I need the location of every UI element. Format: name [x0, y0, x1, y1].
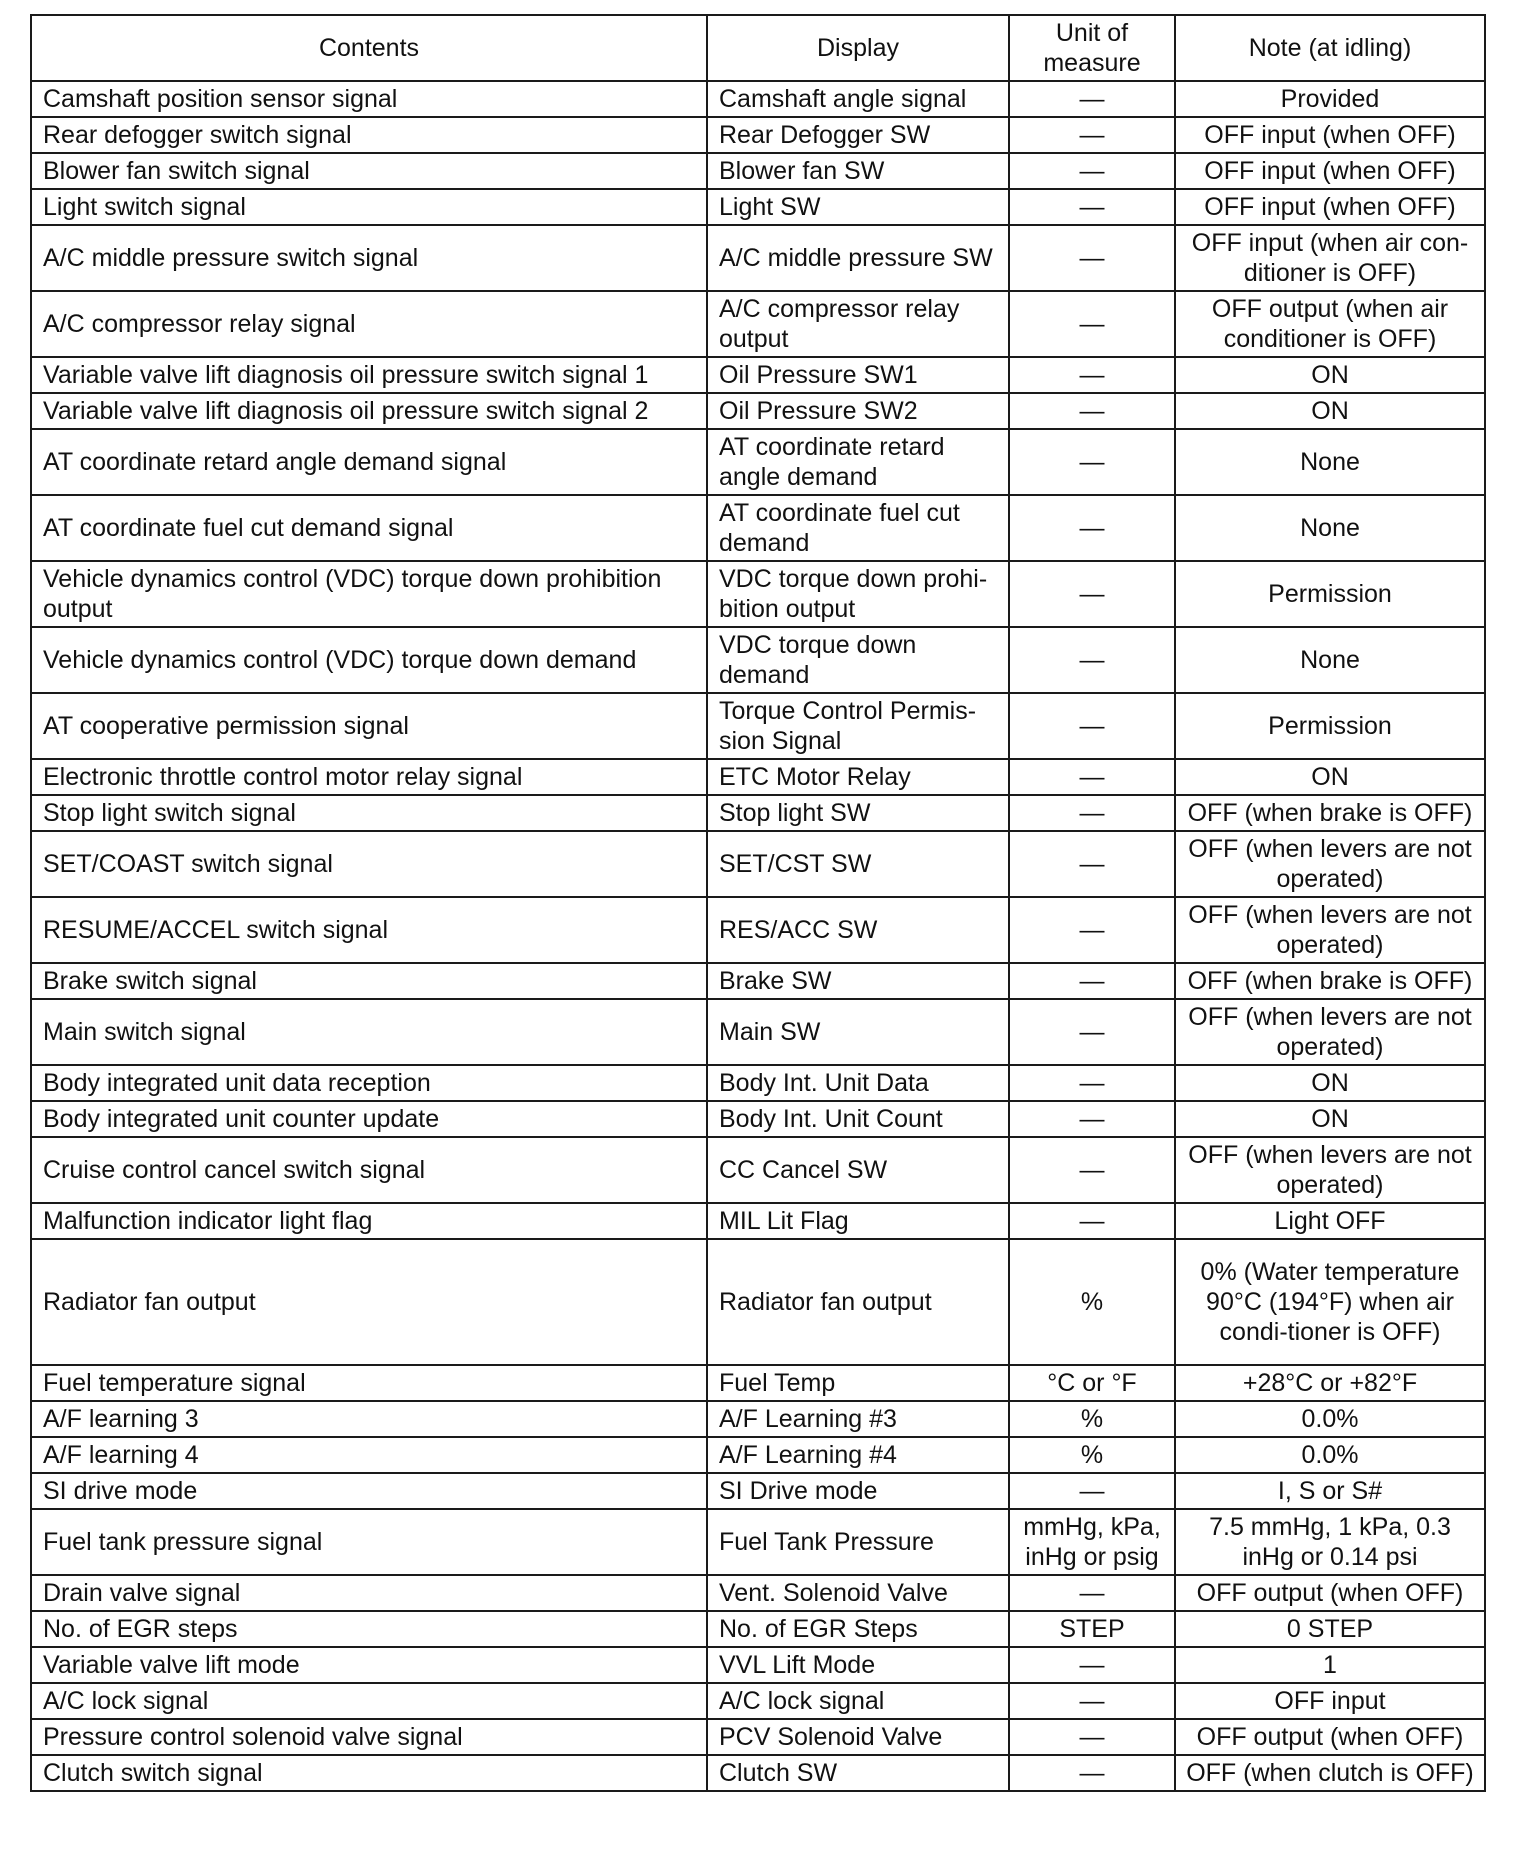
cell-note: ON — [1175, 393, 1485, 429]
cell-contents: Body integrated unit data reception — [31, 1065, 707, 1101]
header-unit-line1: Unit of — [1055, 19, 1129, 47]
cell-contents: Drain valve signal — [31, 1575, 707, 1611]
cell-note: Provided — [1175, 81, 1485, 117]
cell-display: A/C lock signal — [707, 1683, 1009, 1719]
cell-display: A/F Learning #3 — [707, 1401, 1009, 1437]
cell-display: RES/ACC SW — [707, 897, 1009, 963]
table-row — [31, 117, 1485, 153]
cell-contents: AT coordinate retard angle demand signal — [31, 429, 707, 495]
cell-unit: — — [1009, 627, 1175, 693]
cell-note: Permission — [1175, 561, 1485, 627]
table-row — [31, 1647, 1485, 1683]
cell-display: SET/CST SW — [707, 831, 1009, 897]
cell-contents: SET/COAST switch signal — [31, 831, 707, 897]
table-row — [31, 1473, 1485, 1509]
table-body — [31, 81, 1485, 1791]
cell-display: Oil Pressure SW2 — [707, 393, 1009, 429]
cell-unit: mmHg, kPa, inHg or psig — [1009, 1509, 1175, 1575]
cell-note: 0.0% — [1175, 1401, 1485, 1437]
header-contents: Contents — [31, 15, 707, 81]
cell-note: I, S or S# — [1175, 1473, 1485, 1509]
cell-display: Radiator fan output — [707, 1239, 1009, 1365]
cell-note: 1 — [1175, 1647, 1485, 1683]
cell-display: Fuel Temp — [707, 1365, 1009, 1401]
header-note: Note (at idling) — [1175, 15, 1485, 81]
cell-contents: Variable valve lift mode — [31, 1647, 707, 1683]
cell-contents: Stop light switch signal — [31, 795, 707, 831]
cell-unit: — — [1009, 429, 1175, 495]
cell-contents: AT cooperative permission signal — [31, 693, 707, 759]
cell-contents: Fuel temperature signal — [31, 1365, 707, 1401]
cell-note: None — [1175, 627, 1485, 693]
cell-contents: RESUME/ACCEL switch signal — [31, 897, 707, 963]
cell-note: OFF (when levers are not operated) — [1175, 831, 1485, 897]
cell-display: No. of EGR Steps — [707, 1611, 1009, 1647]
cell-contents: AT coordinate fuel cut demand signal — [31, 495, 707, 561]
cell-display: Rear Defogger SW — [707, 117, 1009, 153]
cell-contents: A/F learning 4 — [31, 1437, 707, 1473]
cell-note: ON — [1175, 1101, 1485, 1137]
cell-note: OFF (when brake is OFF) — [1175, 963, 1485, 999]
cell-contents: Variable valve lift diagnosis oil pressure switch signal 2 — [31, 393, 707, 429]
table-row — [31, 1203, 1485, 1239]
cell-note: 0 STEP — [1175, 1611, 1485, 1647]
cell-contents: A/C lock signal — [31, 1683, 707, 1719]
cell-display: Body Int. Unit Data — [707, 1065, 1009, 1101]
table-row — [31, 1239, 1485, 1365]
cell-unit: — — [1009, 1755, 1175, 1791]
cell-note: None — [1175, 429, 1485, 495]
cell-display: Body Int. Unit Count — [707, 1101, 1009, 1137]
cell-display: A/F Learning #4 — [707, 1437, 1009, 1473]
table-row — [31, 1365, 1485, 1401]
cell-contents: A/C middle pressure switch signal — [31, 225, 707, 291]
cell-note: OFF output (when air conditioner is OFF) — [1175, 291, 1485, 357]
cell-unit: — — [1009, 153, 1175, 189]
table-header-row — [31, 15, 1485, 81]
table-row — [31, 1101, 1485, 1137]
cell-display: Vent. Solenoid Valve — [707, 1575, 1009, 1611]
table-row — [31, 627, 1485, 693]
cell-unit: % — [1009, 1401, 1175, 1437]
cell-contents: Cruise control cancel switch signal — [31, 1137, 707, 1203]
cell-note: ON — [1175, 759, 1485, 795]
cell-unit: — — [1009, 1683, 1175, 1719]
cell-contents: Vehicle dynamics control (VDC) torque down prohibition output — [31, 561, 707, 627]
cell-contents: Fuel tank pressure signal — [31, 1509, 707, 1575]
cell-note: OFF (when brake is OFF) — [1175, 795, 1485, 831]
cell-note: ON — [1175, 357, 1485, 393]
cell-note: OFF (when levers are not operated) — [1175, 999, 1485, 1065]
table-row — [31, 561, 1485, 627]
cell-note: OFF output (when OFF) — [1175, 1719, 1485, 1755]
table-row — [31, 291, 1485, 357]
cell-unit: — — [1009, 495, 1175, 561]
cell-contents: A/C compressor relay signal — [31, 291, 707, 357]
table-row — [31, 1575, 1485, 1611]
cell-note: OFF input (when air con-ditioner is OFF) — [1175, 225, 1485, 291]
table-row — [31, 963, 1485, 999]
cell-display: Camshaft angle signal — [707, 81, 1009, 117]
cell-unit: STEP — [1009, 1611, 1175, 1647]
cell-note: OFF input (when OFF) — [1175, 117, 1485, 153]
cell-contents: No. of EGR steps — [31, 1611, 707, 1647]
cell-display: Main SW — [707, 999, 1009, 1065]
table-row — [31, 1755, 1485, 1791]
table-row — [31, 1683, 1485, 1719]
cell-display: Clutch SW — [707, 1755, 1009, 1791]
cell-note: OFF output (when OFF) — [1175, 1575, 1485, 1611]
cell-unit: — — [1009, 795, 1175, 831]
table-row — [31, 999, 1485, 1065]
table-row — [31, 795, 1485, 831]
cell-contents: Blower fan switch signal — [31, 153, 707, 189]
cell-display: Brake SW — [707, 963, 1009, 999]
table-row — [31, 1509, 1485, 1575]
cell-note: OFF input (when OFF) — [1175, 189, 1485, 225]
cell-unit: — — [1009, 1647, 1175, 1683]
cell-display: Torque Control Permis-sion Signal — [707, 693, 1009, 759]
cell-unit: — — [1009, 1137, 1175, 1203]
table-row — [31, 1437, 1485, 1473]
cell-contents: Pressure control solenoid valve signal — [31, 1719, 707, 1755]
table-row — [31, 357, 1485, 393]
cell-note: OFF (when clutch is OFF) — [1175, 1755, 1485, 1791]
cell-unit: — — [1009, 357, 1175, 393]
cell-unit: — — [1009, 393, 1175, 429]
cell-display: Light SW — [707, 189, 1009, 225]
cell-note: Light OFF — [1175, 1203, 1485, 1239]
table-row — [31, 495, 1485, 561]
table-row — [31, 429, 1485, 495]
cell-unit: — — [1009, 1203, 1175, 1239]
cell-note: 7.5 mmHg, 1 kPa, 0.3 inHg or 0.14 psi — [1175, 1509, 1485, 1575]
cell-unit: °C or °F — [1009, 1365, 1175, 1401]
table-row — [31, 897, 1485, 963]
cell-unit: — — [1009, 1575, 1175, 1611]
table-row — [31, 1719, 1485, 1755]
cell-unit: — — [1009, 1719, 1175, 1755]
cell-note: ON — [1175, 1065, 1485, 1101]
cell-display: AT coordinate retard angle demand — [707, 429, 1009, 495]
table-row — [31, 1137, 1485, 1203]
cell-contents: Radiator fan output — [31, 1239, 707, 1365]
table-row — [31, 225, 1485, 291]
cell-unit: % — [1009, 1437, 1175, 1473]
data-monitor-table — [30, 14, 1486, 1792]
cell-display: MIL Lit Flag — [707, 1203, 1009, 1239]
cell-note: Permission — [1175, 693, 1485, 759]
cell-unit: — — [1009, 189, 1175, 225]
cell-unit: — — [1009, 963, 1175, 999]
cell-unit: — — [1009, 1101, 1175, 1137]
table-row — [31, 189, 1485, 225]
cell-contents: Clutch switch signal — [31, 1755, 707, 1791]
cell-unit: — — [1009, 897, 1175, 963]
cell-contents: Camshaft position sensor signal — [31, 81, 707, 117]
cell-note: OFF input — [1175, 1683, 1485, 1719]
cell-contents: SI drive mode — [31, 1473, 707, 1509]
cell-display: Stop light SW — [707, 795, 1009, 831]
cell-display: A/C middle pressure SW — [707, 225, 1009, 291]
data-table-page — [30, 14, 1484, 1792]
cell-display: SI Drive mode — [707, 1473, 1009, 1509]
cell-display: VVL Lift Mode — [707, 1647, 1009, 1683]
table-row — [31, 693, 1485, 759]
cell-note: OFF input (when OFF) — [1175, 153, 1485, 189]
cell-contents: Electronic throttle control motor relay signal — [31, 759, 707, 795]
cell-unit: — — [1009, 693, 1175, 759]
cell-contents: Malfunction indicator light flag — [31, 1203, 707, 1239]
cell-unit: — — [1009, 999, 1175, 1065]
cell-display: Blower fan SW — [707, 153, 1009, 189]
cell-contents: Brake switch signal — [31, 963, 707, 999]
cell-note: 0.0% — [1175, 1437, 1485, 1473]
cell-display: Fuel Tank Pressure — [707, 1509, 1009, 1575]
cell-note: +28°C or +82°F — [1175, 1365, 1485, 1401]
cell-display: A/C compressor relay output — [707, 291, 1009, 357]
cell-note: OFF (when levers are not operated) — [1175, 1137, 1485, 1203]
cell-display: PCV Solenoid Valve — [707, 1719, 1009, 1755]
table-row — [31, 1065, 1485, 1101]
cell-unit: — — [1009, 225, 1175, 291]
table-row — [31, 393, 1485, 429]
header-display: Display — [707, 15, 1009, 81]
cell-unit: — — [1009, 831, 1175, 897]
cell-unit: — — [1009, 117, 1175, 153]
cell-unit: — — [1009, 759, 1175, 795]
table-row — [31, 1401, 1485, 1437]
cell-unit: — — [1009, 1473, 1175, 1509]
cell-unit: — — [1009, 81, 1175, 117]
table-row — [31, 1611, 1485, 1647]
table-row — [31, 81, 1485, 117]
cell-contents: Rear defogger switch signal — [31, 117, 707, 153]
cell-contents: Variable valve lift diagnosis oil pressure switch signal 1 — [31, 357, 707, 393]
cell-note: OFF (when levers are not operated) — [1175, 897, 1485, 963]
cell-display: CC Cancel SW — [707, 1137, 1009, 1203]
cell-display: Oil Pressure SW1 — [707, 357, 1009, 393]
cell-unit: — — [1009, 561, 1175, 627]
table-row — [31, 759, 1485, 795]
header-unit — [1009, 15, 1175, 81]
cell-contents: A/F learning 3 — [31, 1401, 707, 1437]
cell-contents: Main switch signal — [31, 999, 707, 1065]
cell-unit: — — [1009, 291, 1175, 357]
table-row — [31, 831, 1485, 897]
cell-contents: Vehicle dynamics control (VDC) torque down demand — [31, 627, 707, 693]
header-unit-line2: measure — [1043, 49, 1141, 77]
cell-display: VDC torque down demand — [707, 627, 1009, 693]
cell-note: None — [1175, 495, 1485, 561]
cell-unit: % — [1009, 1239, 1175, 1365]
cell-display: VDC torque down prohi-bition output — [707, 561, 1009, 627]
table-row — [31, 153, 1485, 189]
cell-unit: — — [1009, 1065, 1175, 1101]
cell-contents: Body integrated unit counter update — [31, 1101, 707, 1137]
cell-display: AT coordinate fuel cut demand — [707, 495, 1009, 561]
cell-display: ETC Motor Relay — [707, 759, 1009, 795]
cell-contents: Light switch signal — [31, 189, 707, 225]
cell-note: 0% (Water temperature 90°C (194°F) when air condi-tioner is OFF) — [1175, 1239, 1485, 1365]
